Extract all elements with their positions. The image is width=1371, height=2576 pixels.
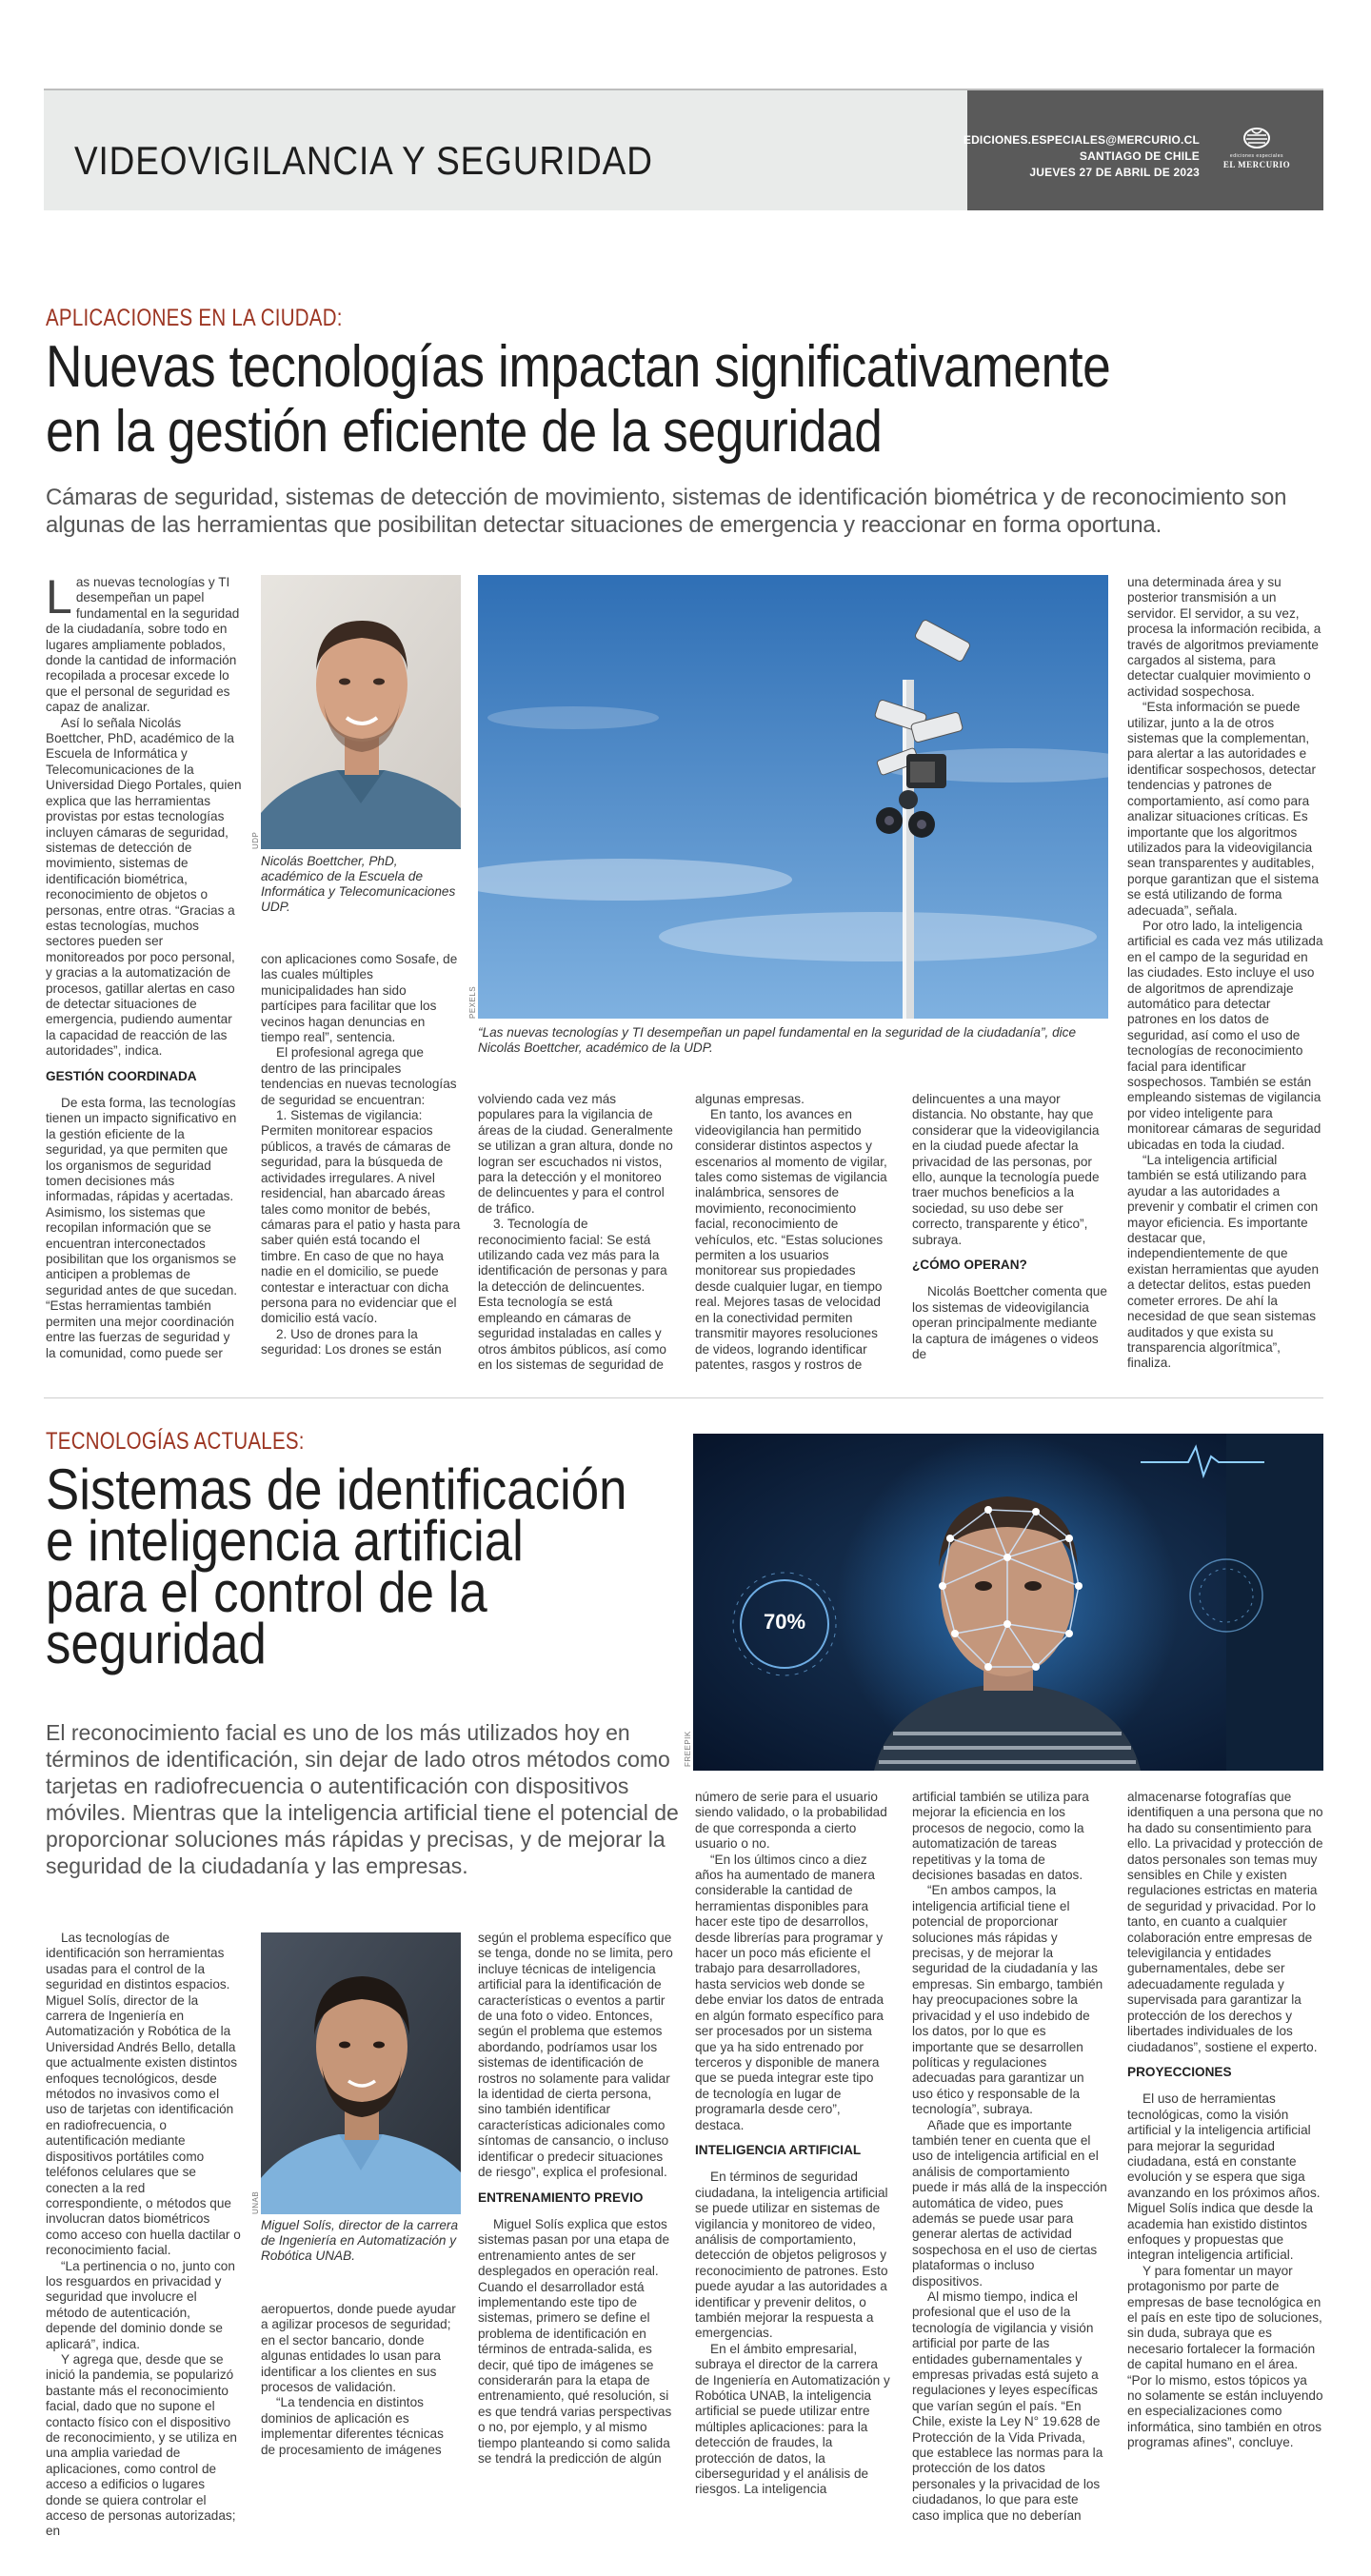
article1-col1-p2: Así lo señala Nicolás Boettcher, PhD, académico de la Escuela de Informática y Telecomunicaciones de la Universidad Diego Portales, quien explica que las herramientas provistas por estas tecnologías incluyen cámaras de seguridad, sistemas de detección de movimiento, sistemas de identificación biométrica, reconocimiento de objetos o personas, entre otras. “Gracias a estas tecnologías, muchos sectores pueden ser monitoreados por poco personal, y gracias a la automatización de procesos, gatillar alertas en caso de detectar situaciones de emergencia, pudiendo aumentar la capacidad de reacción de las autoridades”, indica.	[46, 715, 242, 1059]
portrait-nicolas-boettcher	[261, 575, 461, 849]
article1-col2-p1: con aplicaciones como Sosafe, de las cuales múltiples municipalidades han sido partícipes para facilitar que los vecinos hagan denuncias en tiempo real”, sentencia.	[261, 952, 458, 1045]
article2-subhead-proyecciones: PROYECCIONES	[1127, 2064, 1232, 2079]
article2-headline-line1: Sistemas de identificación	[46, 1457, 627, 1521]
article2-col5-p4: Al mismo tiempo, indica el profesional que el uso de la tecnología de vigilancia y visión artificial por parte de las entidades gubernamentales y empresas privadas está sujeto a regulaciones y leyes específicas que varían según el país. “En Chile, existe la Ley N° 19.628 de Protección de la Vida Privada, que establece las normas para la protección de los datos personales y la privacidad de los ciudadanos, lo que para este caso implica que no deberían	[912, 2289, 1103, 2523]
portrait1-credit: UDP	[251, 831, 260, 849]
newspaper-logo-icon	[1242, 127, 1271, 149]
article2-column-1	[46, 1931, 242, 2540]
article1-col1-p1: as nuevas tecnologías y TI desempeñan un papel fundamental en la seguridad de la ciudadanía, sobre todo en lugares ampliamente poblados, donde la cantidad de información recopilada a procesar excede lo que el personal de seguridad es capaz de analizar.	[46, 575, 240, 715]
article2-col6-p3: Y para fomentar un mayor protagonismo por parte de empresas de base tecnológica en el país en este tipo de soluciones, sin duda, subraya que es necesario fortalecer la formación de capital humano en el área. “Por lo mismo, estos tópicos ya no solamente se están incluyendo en especializaciones como informática, sino también en otros programas afines”, concluye.	[1127, 2263, 1323, 2450]
article1-col2-p3: 1. Sistemas de vigilancia: Permiten monitorear espacios públicos, a través de cámaras de seguridad, para la búsqueda de actividades irregulares. A nivel residencial, han abarcado áreas tales como monitor de bebés, cámaras para el patio y hasta para saber quién está tocando el timbre. En caso de que no haya nadie en el domicilio, se puede contestar e interactuar con dicha persona para no evidenciar que el domicilio está vacío.	[261, 1108, 461, 1326]
article1-kicker: APLICACIONES EN LA CIUDAD:	[46, 305, 343, 331]
portrait2-credit: UNAB	[251, 2190, 260, 2214]
article1-headline-line1: Nuevas tecnologías impactan significativamente	[46, 334, 1111, 400]
article1-column-4	[695, 1092, 891, 1373]
article2-col4-p3: En términos de seguridad ciudadana, la inteligencia artificial se puede utilizar en sistemas de vigilancia y monitoreo de video, análisis de comportamiento, detección de objetos peligrosos y reconocimiento de patrones. Esto puede ayudar a las autoridades a identificar y prevenir delitos, o también mejorar la respuesta a emergencias.	[695, 2170, 888, 2341]
article2-col1-p1: Las tecnologías de identificación son herramientas usadas para el control de la seguridad en distintos espacios. Miguel Solís, director de la carrera de Ingeniería en Automatización y Robótica de la Universidad Andrés Bello, detalla que actualmente existen distintos enfoques tecnológicos, desde métodos no invasivos como el uso de tarjetas con identificación en radiofrecuencia, o autentificación mediante dispositivos portátiles como teléfonos celulares que se conecten a la red correspondiente, o métodos que involucran datos biométricos como acceso con huella dactilar o reconocimiento facial.	[46, 1931, 241, 2258]
article2-subhead-ia: INTELIGENCIA ARTIFICIAL	[695, 2142, 862, 2157]
masthead-info-band	[963, 90, 1323, 210]
masthead-email[interactable]: EDICIONES.ESPECIALES@MERCURIO.CL	[963, 133, 1200, 147]
article1-column-5	[912, 1092, 1108, 1363]
article2-column-3	[478, 1931, 674, 2467]
article2-kicker: TECNOLOGÍAS ACTUALES:	[46, 1428, 305, 1455]
article1-headline-line2: en la gestión eficiente de la seguridad	[46, 399, 883, 465]
article1-col6-p2: “Esta información se puede utilizar, junto a la de otros sistemas que la complementan, para alertar a las autoridades e identificar sospechosos, detectar tendencias y patrones de comportamiento, así como para analizar situaciones críticas. Es importante que los algoritmos utilizados para la videovigilancia sean transparentes y auditables, porque garantizan que el sistema se está utilizando de forma adecuada”, señala.	[1127, 700, 1320, 918]
article1-column-2	[261, 952, 461, 1358]
portrait-miguel-solis	[261, 1932, 461, 2214]
article2-subhead-entrenamiento: ENTRENAMIENTO PREVIO	[478, 2190, 644, 2205]
main-photo-caption: “Las nuevas tecnologías y TI desempeñan un papel fundamental en la seguridad de la ciudadanía”, dice Nicolás Boettcher, académico de la UDP.	[478, 1025, 1077, 1055]
article1-subhead-gestion: GESTIÓN COORDINADA	[46, 1068, 197, 1083]
article1-column-1	[46, 570, 242, 1361]
article1-col2-p2: El profesional agrega que dentro de las principales tendencias en nuevas tecnologías de seguridad se encuentran:	[261, 1045, 457, 1107]
article1-col3-p2: 3. Tecnología de reconocimiento facial: Se está utilizando cada vez más para la identificación de personas y para la detección de delincuentes. Esta tecnología se está empleando en cámaras de seguridad instaladas en calles y otros ámbitos públicos, así como en los sistemas de seguridad de	[478, 1217, 667, 1372]
article2-col5-p3: Añade que es importante también tener en cuenta que el uso de inteligencia artificial en el análisis de comportamiento puede ir más allá de la inspección automática de video, pues además se puede usar para generar alertas de actividad sospechosa en el uso de ciertas plataformas o incluso dispositivos.	[912, 2117, 1107, 2289]
hero-facial-recognition-image	[693, 1434, 1323, 1771]
masthead-section-band	[44, 90, 967, 210]
article2-headline-line4: seguridad	[46, 1612, 267, 1675]
article2-col2-p1: aeropuertos, donde puede ayudar a agilizar procesos de seguridad; en el sector bancario, donde algunas entidades lo usan para identificar a los clientes en sus procesos de validación.	[261, 2302, 456, 2395]
portrait-man-blue-shirt-icon	[261, 1932, 461, 2214]
hero-credit: FREEPIK	[684, 1731, 692, 1767]
masthead-info	[964, 132, 1200, 181]
article1-col5-p1: delincuentes a una mayor distancia. No obstante, hay que considerar que la videovigilancia en la ciudad puede afectar la privacidad de las personas, por ello, aunque la tecnología puede traer muchos beneficios a la sociedad, su uso debe ser correcto, transparente y ético”, subraya.	[912, 1092, 1100, 1247]
article2-column-2	[261, 2302, 461, 2458]
portrait2-caption: Miguel Solís, director de la carrera de Ingeniería en Automatización y Robótica UNAB.	[261, 2218, 459, 2263]
article-divider	[44, 1397, 1323, 1398]
article2-col5-p1: artificial también se utiliza para mejorar la eficiencia en los procesos de negocio, como la automatización de tareas repetitivas y la toma de decisiones basadas en datos.	[912, 1790, 1089, 1883]
article1-deck: Cámaras de seguridad, sistemas de detección de movimiento, sistemas de identificación biométrica y de reconocimiento son algunas de las herramientas que posibilitan detectar situaciones de emergencia y reaccionar en forma oportuna.	[46, 485, 1287, 538]
facial-recognition-face-icon	[693, 1434, 1323, 1771]
article2-col4-p2: “En los últimos cinco a diez años ha aumentado de manera considerable la cantidad de herramientas disponibles para hacer este tipo de desarrollos, desde librerías para programar y hacer un poco más eficiente el trabajo para desarrolladores, hasta servicios web donde se debe enviar los datos de entrada en algún formato específico para ser procesados por un sistema que ya ha sido entrenado por terceros y disponible de manera que se pueda integrar este tipo de tecnología en lugar de programarla desde cero”, destaca.	[695, 1852, 884, 2132]
masthead-city: SANTIAGO DE CHILE	[1079, 149, 1200, 163]
article2-col4-p1: número de serie para el usuario siendo validado, o la probabilidad de que corresponda a cierto usuario o no.	[695, 1790, 887, 1852]
hero-percent-label: 70%	[763, 1610, 806, 1634]
article1-headline	[46, 335, 1110, 465]
article2-col1-p2: “La pertinencia o no, junto con los resguardos en privacidad y seguridad que involucre el método de autenticación, depende del dominio donde se aplicará”, indica.	[46, 2258, 235, 2351]
logo-name: EL MERCURIO	[1222, 160, 1291, 169]
article1-col4-p1: algunas empresas.	[695, 1092, 805, 1106]
article2-deck: El reconocimiento facial es uno de los más utilizados hoy en términos de identificación, sin dejar de lado otros métodos como tarjetas en radiofrecuencia o autentificación con dispositivos móviles. Mientras que la inteligencia artificial tiene el potencial de proporcionar soluciones más rápidas y precisas, y de mejorar la seguridad de la ciudadanía y las empresas.	[46, 1720, 679, 1878]
article1-col1-p3: De esta forma, las tecnologías tienen un impacto significativo en la gestión eficiente de la seguridad, ya que permiten que los organismos de seguridad tomen decisiones más informadas, rápidas y acertadas. Asimismo, los sistemas que recopilan información que se encuentran interconectados posibilitan que los organismos se anticipen a problemas de seguridad antes de que sucedan. “Estas herramientas también permiten una mejor coordinación entre las fuerzas de seguridad y la comunidad, como puede ser	[46, 1096, 238, 1360]
article2-headline-line2: e inteligencia artificial	[46, 1509, 524, 1573]
article2-headline-line3: para el control de la	[46, 1560, 487, 1624]
el-mercurio-logo	[1211, 127, 1302, 174]
logo-subtitle: ediciones especiales	[1229, 153, 1284, 159]
security-camera-pole-icon	[478, 575, 1108, 1019]
section-title: VIDEOVIGILANCIA Y SEGURIDAD	[74, 138, 653, 183]
article1-column-3	[478, 1092, 674, 1373]
article2-column-4	[695, 1790, 891, 2498]
article1-column-6	[1127, 575, 1323, 1372]
article1-subhead-como-operan: ¿CÓMO OPERAN?	[912, 1258, 1027, 1273]
article2-column-5	[912, 1790, 1108, 2524]
article1-col3-p1: volviendo cada vez más populares para la vigilancia de áreas de la ciudad. Generalmente se utilizan a gran altura, donde no logran ser escuchados ni vistos, para la detección y el monitoreo de delincuentes y para el control de tráfico.	[478, 1092, 673, 1216]
article2-headline	[46, 1457, 627, 1675]
masthead-date: JUEVES 27 DE ABRIL DE 2023	[1029, 166, 1200, 179]
article1-col6-p1: una determinada área y su posterior transmisión a un servidor. El servidor, a su vez, procesa la información recibida, a través de algoritmos previamente cargados al sistema, para detectar cualquier movimiento o actividad sospechosa.	[1127, 575, 1321, 699]
article2-col4-p4: En el ámbito empresarial, subraya el director de la carrera de Ingeniería en Automatización y Robótica UNAB, la inteligencia artificial se puede utilizar entre múltiples aplicaciones: para la detección de fraudes, la protección de datos, la ciberseguridad y el análisis de riesgos. La inteligencia	[695, 2341, 890, 2497]
main-photo-security-cameras	[478, 575, 1108, 1019]
article1-col2-p4: 2. Uso de drones para la seguridad: Los drones se están	[261, 1326, 442, 1357]
main-photo-credit: PEXELS	[468, 985, 477, 1019]
masthead	[44, 89, 1323, 210]
portrait-man-smiling-icon	[261, 575, 461, 849]
article2-col6-p1: almacenarse fotografías que identifiquen a una persona que no ha dado su consentimiento para ello. La privacidad y protección de datos personales son temas muy sensibles en Chile y existen regulaciones estrictas en materia de seguridad y privacidad. Por lo tanto, en cuanto a cualquier colaboración entre empresas de televigilancia y entidades gubernamentales, debe ser adecuadamente regulada y supervisada para garantizar la protección de los derechos y libertades individuales de los ciudadanos”, sostiene el experto.	[1127, 1790, 1323, 2054]
portrait1-caption: Nicolás Boettcher, PhD, académico de la Escuela de Informática y Telecomunicaciones UDP.	[261, 854, 456, 914]
article2-col5-p2: “En ambos campos, la inteligencia artificial tiene el potencial de proporcionar soluciones más rápidas y precisas, y de mejorar la seguridad de la ciudadanía y las empresas. Sin embargo, también hay preocupaciones sobre la privacidad y el uso indebido de los datos, por lo que es importante que se desarrollen políticas y regulaciones adecuadas para garantizar un uso ético y responsable de la tecnología”, subraya.	[912, 1883, 1103, 2117]
article2-col2-p2: “La tendencia en distintos dominios de aplicación es implementar diferentes técnicas de procesamiento de imágenes	[261, 2395, 444, 2457]
article2-col3-p1: según el problema específico que se tenga, donde no se limita, pero incluye técnicas de inteligencia artificial para la identificación de características o eventos a partir de una foto o video. Entonces, según el problema que estemos abordando, podríamos usar los sistemas de identificación de rostros no solamente para validar la identidad de cierta persona, sino también identificar características adicionales como síntomas de cansancio, o incluso identificar o predecir situaciones de riesgo”, explica el profesional.	[478, 1931, 673, 2180]
article2-col3-p2: Miguel Solís explica que estos sistemas pasan por una etapa de entrenamiento antes de ser desplegados en operación real. Cuando el desarrollador está implementando este tipo de sistemas, primero se define el problema de identificación en términos de entrada-salida, es decir, qué tipo de imágenes se considerarán para la etapa de entrenamiento, qué resolución, si es que tendrá varias perspectivas o no, por ejemplo, y al mismo tiempo planteando si como salida se tendrá la predicción de algún	[478, 2216, 672, 2466]
article1-col5-p2: Nicolás Boettcher comenta que los sistemas de videovigilancia operan principalmente mediante la captura de imágenes o videos de	[912, 1284, 1107, 1362]
article1-col6-p3: Por otro lado, la inteligencia artificial es cada vez más utilizada en el campo de la seguridad en las ciudades. Esto incluye el uso de algoritmos de aprendizaje automático para detectar patrones en los datos de seguridad, así como el uso de tecnologías de reconocimiento facial para identificar sospechosos. También se están empleando sistemas de vigilancia por video inteligente para monitorear cámaras de seguridad ubicadas en toda la ciudad.	[1127, 918, 1323, 1152]
article1-col4-p2: En tanto, los avances en videovigilancia han permitido considerar distintos aspectos y escenarios al momento de vigilar, tales como sistemas de vigilancia inalámbrica, sensores de movimiento, reconocimiento facial, reconocimiento de vehículos, etc. “Estas soluciones permiten a los usuarios monitorear sus propiedades desde cualquier lugar, en tiempo real. Mejores tasas de velocidad en la conectividad permiten transmitir mayores resoluciones de videos, logrando identificar patentes, rasgos y rostros de	[695, 1107, 887, 1372]
article1-col6-p4: “La inteligencia artificial también se está utilizando para ayudar a las autoridades a prevenir y combatir el crimen con mayor eficiencia. Es importante destacar que, independientemente de que existan herramientas que ayuden a detectar delitos, estas pueden cometer errores. De ahí la necesidad de que sean sistemas auditados y que exista su transparencia algorítmica”, finaliza.	[1127, 1153, 1320, 1371]
article2-column-6	[1127, 1790, 1323, 2451]
article1-dropcap: L	[46, 570, 72, 624]
article2-col6-p2: El uso de herramientas tecnológicas, como la visión artificial y la inteligencia artificial para mejorar la seguridad ciudadana, está en constante evolución y se espera que siga avanzando en los próximos años. Miguel Solís indica que desde la academia han existido distintos enfoques y propuestas que integran inteligencia artificial.	[1127, 2091, 1321, 2263]
article2-col1-p3: Y agrega que, desde que se inició la pandemia, se popularizó bastante más el reconocimiento facial, dado que no supone el contacto físico con el dispositivo de reconocimiento, y se utiliza en una amplia variedad de aplicaciones, como control de acceso a edificios o lugares donde se quiera controlar el acceso de personas autorizadas; en	[46, 2351, 237, 2539]
